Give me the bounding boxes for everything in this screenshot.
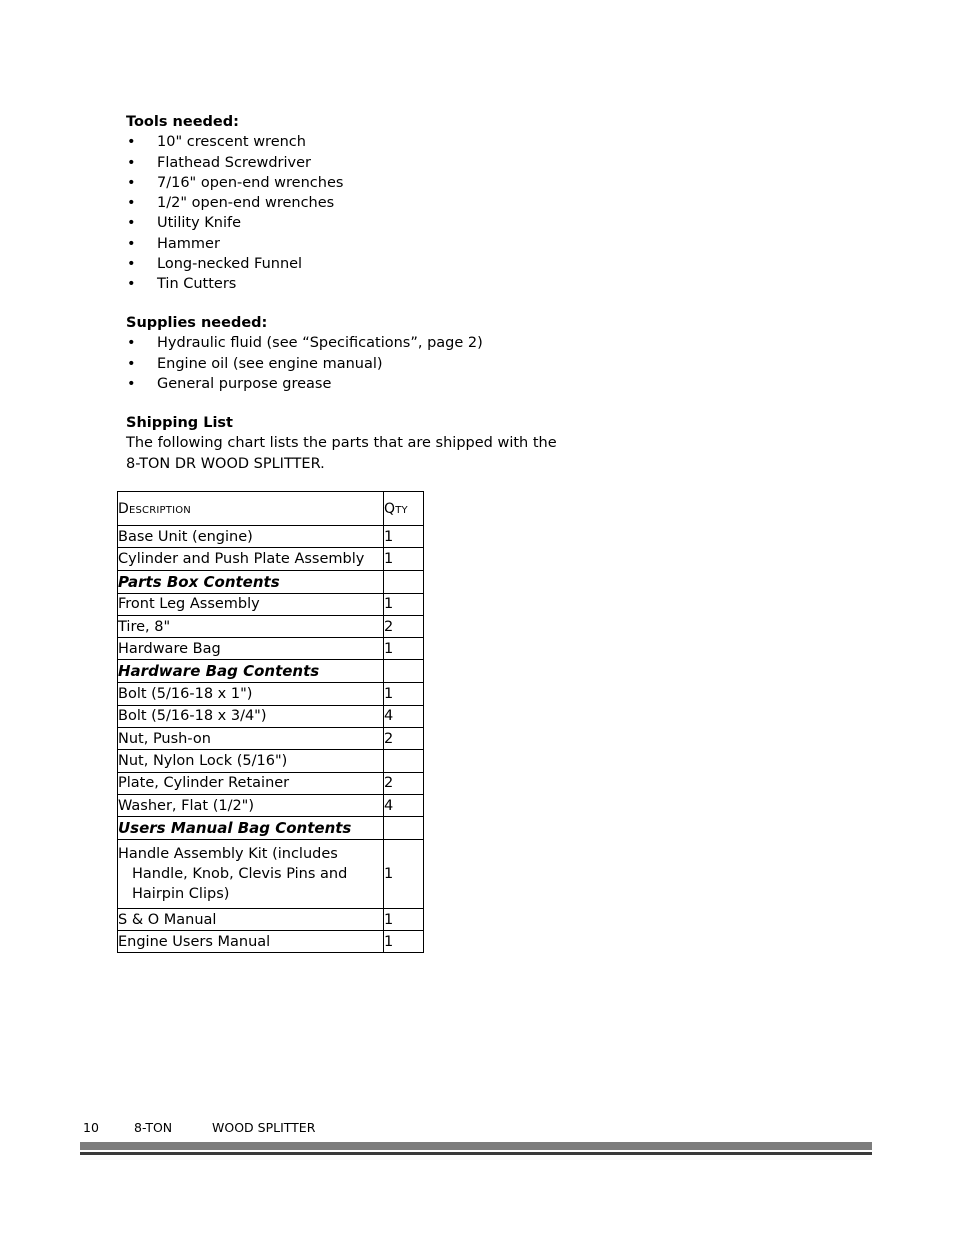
bullet-icon: •	[127, 355, 136, 372]
table-row: Nut, Push-on 2	[118, 728, 424, 750]
bullet-icon: •	[127, 195, 136, 212]
description-column-header: Description	[118, 492, 384, 526]
group-header-row: Parts Box Contents	[118, 570, 424, 593]
bullet-icon: •	[127, 134, 136, 151]
qty-column-header: Qty	[384, 492, 424, 526]
list-item: • General purpose grease	[126, 374, 483, 394]
group-header-row: Hardware Bag Contents	[118, 660, 424, 683]
bullet-icon: •	[127, 235, 136, 252]
bullet-icon: •	[127, 276, 136, 293]
table-row: Cylinder and Push Plate Assembly 1	[118, 548, 424, 570]
list-item: • Flathead Screwdriver	[126, 153, 343, 173]
table-row: S & O Manual 1	[118, 909, 424, 931]
list-item: • Hydraulic fluid (see “Specifications”, page 2)	[126, 333, 483, 353]
footer-rule-thick	[80, 1142, 872, 1150]
table-row: Nut, Nylon Lock (5/16")	[118, 750, 424, 772]
list-item: • Hammer	[126, 234, 343, 254]
table-row: Base Unit (engine) 1	[118, 526, 424, 548]
table-row: Handle Assembly Kit (includes Handle, Knob, Clevis Pins and Hairpin Clips) 1	[118, 840, 424, 909]
supplies-section	[126, 313, 483, 394]
footer-rule-thin	[80, 1152, 872, 1155]
bullet-icon: •	[127, 375, 136, 392]
list-item: • 1/2" open-end wrenches	[126, 193, 343, 213]
shipping-heading: Shipping List	[126, 415, 233, 431]
list-item: • Engine oil (see engine manual)	[126, 354, 483, 374]
table-row: Bolt (5/16-18 x 3/4") 4	[118, 705, 424, 727]
shipping-intro-line-1: The following chart lists the parts that are shipped with the	[126, 435, 557, 452]
bullet-icon: •	[127, 154, 136, 171]
list-item: • 10" crescent wrench	[126, 132, 343, 152]
table-row: Front Leg Assembly 1	[118, 593, 424, 615]
table-row: Engine Users Manual 1	[118, 931, 424, 953]
shipping-section	[126, 413, 557, 474]
shipping-table	[117, 491, 424, 953]
supplies-heading: Supplies needed:	[126, 315, 268, 331]
footer-model: 8-TON	[134, 1120, 173, 1135]
multi-line-cell: Handle Assembly Kit (includes Handle, Knob, Clevis Pins and Hairpin Clips)	[118, 840, 384, 909]
tools-heading: Tools needed:	[126, 114, 239, 130]
bullet-icon: •	[127, 335, 136, 352]
list-item: • Utility Knife	[126, 213, 343, 233]
list-item: • Long-necked Funnel	[126, 254, 343, 274]
supplies-list	[126, 333, 483, 394]
table-row: Bolt (5/16-18 x 1") 1	[118, 683, 424, 705]
bullet-icon: •	[127, 174, 136, 191]
bullet-icon: •	[127, 215, 136, 232]
table-row: Hardware Bag 1	[118, 638, 424, 660]
list-item: • Tin Cutters	[126, 274, 343, 294]
bullet-icon: •	[127, 256, 136, 273]
page-number: 10	[83, 1120, 99, 1135]
tools-section	[126, 112, 343, 295]
table-row: Plate, Cylinder Retainer 2	[118, 772, 424, 794]
footer-product: WOOD SPLITTER	[212, 1120, 316, 1135]
group-header-row: Users Manual Bag Contents	[118, 817, 424, 840]
list-item: • 7/16" open-end wrenches	[126, 173, 343, 193]
table-row: Tire, 8" 2	[118, 615, 424, 637]
tools-list	[126, 132, 343, 294]
table-row: Washer, Flat (1/2") 4	[118, 794, 424, 816]
table-header-row	[118, 492, 424, 526]
shipping-intro-line-2: 8-TON DR WOOD SPLITTER.	[126, 455, 325, 472]
